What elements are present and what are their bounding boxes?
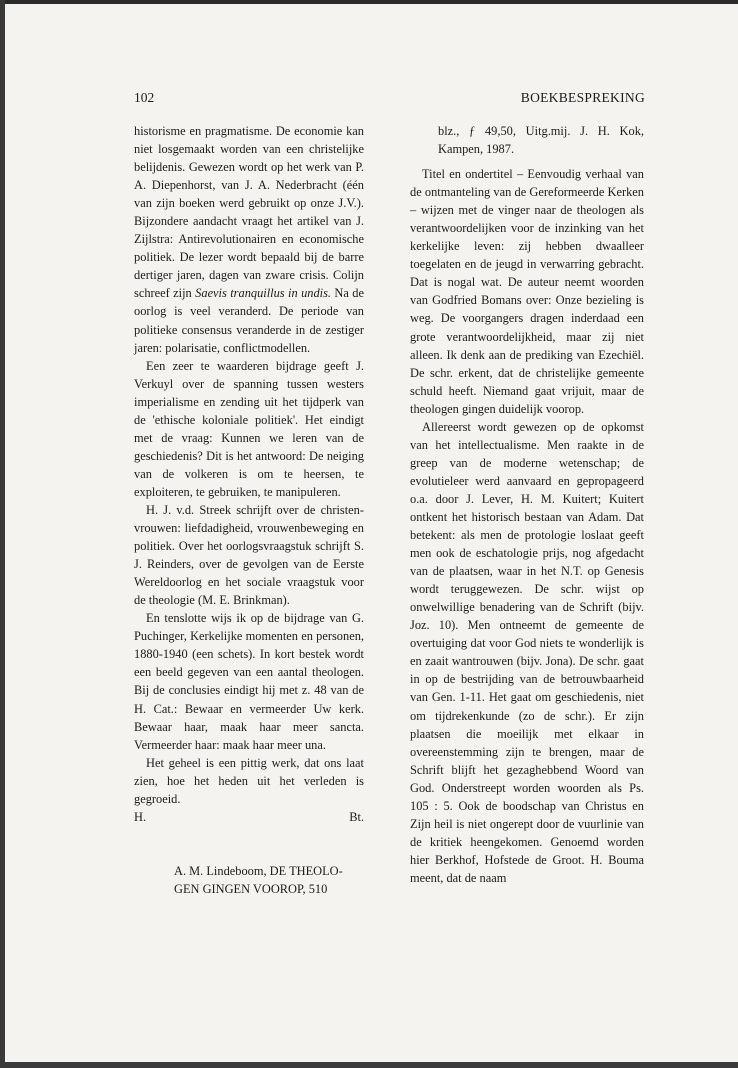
paragraph: historisme en pragmatisme. De economie kan niet losgemaakt worden van een christelijke belijdenis. Gewezen wordt op het werk van P. A. Diepenhorst, van J. A. Nederbracht (één van zijn boeken werd gebruikt op onze J.V.). Bijzondere aandacht vraagt het artikel van J. Zijlstra: Antirevolutionairen en economische politiek. De lezer wordt bepaald bij de barre dertiger jaren, dagen van zware crisis. Colijn schreef zijn Saevis tranquillus in undis. Na de oorlog is veel veranderd. De periode van politieke consensus veranderde in de zestiger jaren: polarisatie, conflictmodellen. [134, 124, 364, 355]
italic-title: Saevis tranquillus in undis. [195, 286, 332, 301]
signature-abbrev: Bt. [349, 809, 364, 824]
paragraph: En tenslotte wijs ik op de bijdrage van G. Puchinger, Kerkelijke momenten en personen, 1880-1940 (een schets). In kort bestek wordt een beeld gegeven van een aantal theologen. Bij de conclusies eindigt hij met z. 48 van de H. Cat.: Bewaar en vermeerder Uw kerk. Bewaar haar, maak haar meer sancta. Vermeerder haar: maak haar meer una. [134, 611, 364, 752]
paragraph: Het geheel is een pittig werk, dat ons laat zien, hoe het heden uit het verleden is gegroeid. [134, 755, 364, 806]
book-citation-continued: blz., ƒ 49,50, Uitg.mij. J. H. Kok, Kampen, 1987. [438, 124, 644, 157]
paragraph: H. J. v.d. Streek schrijft over de christen-vrouwen: liefdadigheid, vrouwenbeweging en politiek. Over het oorlogsvraagstuk schrijft S. J. Reinders, over de gevolgen van de Eerste Wereldoorlog en het sociale vraagstuk voor de theologie (M. E. Brinkman). [134, 502, 364, 608]
running-head: BOEKBESPREKING [520, 90, 645, 105]
scan-edge-bottom [0, 1062, 738, 1068]
left-column [134, 122, 364, 898]
paragraph: Titel en ondertitel – Eenvoudig verhaal van de ontmanteling van de Gereformeerde Kerken – wijzen met de vinger naar de theologen als verantwoordelijken voor de inzinking van het kerkelijke leven: zij hebben dwaalleer toegelaten en de jeugd in verwarring gebracht. Dat is nogal wat. De auteur neemt woorden van Godfried Bomans over: Onze bezieling is weg. De voorgangers dragen inderdaad een grote verantwoordelijkheid, maar zij niet alleen. Ik denk aan de prediking van Ezechiël. De schr. erkent, dat de christelijke gemeente schuld heeft. Niemand gaat vrijuit, maar de theologen gingen duidelijk voorop. [410, 167, 644, 416]
scan-edge-left [0, 0, 5, 1068]
paragraph: Een zeer te waarderen bijdrage geeft J. Verkuyl over de spanning tussen westers imperialisme en zending uit het tijdperk van de 'ethische koloniale politiek'. Het eindigt met de vraag: Kunnen we leren van de geschiedenis? Dit is het antwoord: De neiging van de volkeren is om te heersen, te exploiteren, te gebruiken, te manipuleren. [134, 358, 364, 499]
book-citation-line-1: A. M. Lindeboom, DE THEOLO- [174, 863, 343, 878]
signature-initial: H. [134, 809, 147, 824]
page-number: 102 [134, 90, 155, 105]
right-column [410, 122, 644, 887]
page-header [134, 90, 645, 110]
scan-edge-top [0, 0, 738, 4]
paragraph: Allereerst wordt gewezen op de opkomst van het intellectualisme. Men raakte in de greep van de moderne wetenschap; de evolutieleer werd aanvaard en gepropageerd o.a. door J. Lever, H. M. Kuitert; Kuitert ontkent het historisch bestaan van Adam. Dat betekent: als men de protologie loslaat geeft men ook de eschatologie prijs, nog afgedacht van de plaatsen, waar in het N.T. op Genesis wordt teruggewezen. De schr. wijst op onwelwillige benadering van de Schrift (bijv. Joz. 10). Men ontneemt de gemeente de overtuiging dat voor God niets te wonderlijk is en zaait wantrouwen (bijv. Jona). De schr. gaat in op de bestrijding van de betrouwbaarheid van Gen. 1-11. Het gaat om geschiedenis, niet om tijdrekenkunde (zo de schr.). Er zijn plaatsen die moeilijk met elkaar in overeenstemming zijn te brengen, maar de Schrift blijft het gezaghebbend Woord van God. Onderstreept worden woorden als Ps. 105 : 5. Ook de boodschap van Christus en Zijn heil is niet ongerept door de vuurlinie van de kritiek heengekomen. Genoemd worden hier Berkhof, Hofstede de Groot. H. Bouma meent, dat de naam [410, 419, 644, 885]
book-citation-line-2: GEN GINGEN VOOROP, 510 [174, 881, 328, 896]
review-signature [134, 808, 364, 826]
